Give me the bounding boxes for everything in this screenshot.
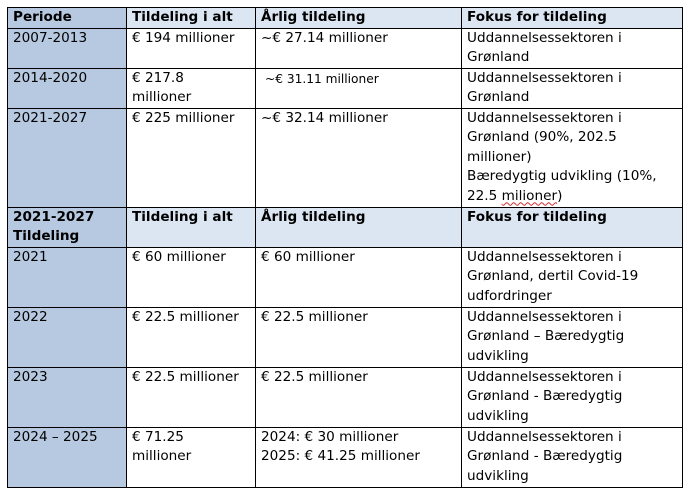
focus-line: Grønland - Bæredygtig [467,388,623,404]
focus-line: udfordringer [467,287,552,304]
allocation-table-container [7,7,682,488]
row-focus [462,28,683,68]
focus-line: Bæredygtig udvikling (10%, [467,168,657,184]
row-annual: ~€ 32.14 millioner [256,108,462,207]
table-row [8,68,683,108]
focus-line: Uddannelsessektoren i [467,308,622,325]
row-period: 2021-2027 [8,108,127,207]
row-annual [256,247,462,307]
subheader-periode [8,207,127,247]
annual-line: 2025: € 41.25 millioner [261,448,420,464]
table-row [8,307,683,367]
row-total: € 22.5 millioner [127,307,256,367]
row-focus [462,307,683,367]
table-row [8,108,683,207]
row-focus [462,68,683,108]
total-line: millioner [132,89,192,105]
annual-line: 2024: € 30 millioner [261,428,399,445]
row-focus [462,247,683,307]
total-line: € 71.25 [132,428,184,445]
row-period: 2022 [8,307,127,367]
row-period: 2021 [8,247,127,307]
row-period: 2024 – 2025 [8,427,127,487]
row-period: 2014-2020 [8,68,127,108]
focus-line: Grønland [467,49,530,65]
table-subheader-row [8,207,683,247]
focus-line: udvikling [467,407,529,424]
focus-line: Grønland, dertil Covid-19 [467,268,639,284]
total-line: € 217.8 [132,69,184,86]
focus-line: Uddannelsessektoren i [467,248,622,265]
focus-line: Uddannelsessektoren i [467,29,622,46]
subheader-total: Tildeling i alt [127,207,256,247]
focus-text: ) [557,187,563,204]
row-focus [462,108,683,207]
focus-line: Uddannelsessektoren i [467,428,622,445]
focus-line [467,187,678,207]
table-row [8,367,683,427]
row-annual [256,307,462,367]
row-annual [256,427,462,487]
row-total: € 60 millioner [127,247,256,307]
row-annual: ~€ 27.14 millioner [256,28,462,68]
header-total: Tildeling i alt [127,8,256,29]
total-line: millioner [132,448,192,464]
focus-line: Grønland – Bæredygtig [467,328,625,344]
subheader-line: 2021-2027 [13,208,95,225]
focus-line: Grønland - Bæredygtig [467,448,623,464]
table-row [8,247,683,307]
annual-line: € 22.5 millioner [261,368,368,385]
focus-line: millioner) [467,148,532,165]
subheader-line: Tildeling [13,228,80,244]
subheader-focus: Fokus for tildeling [462,207,683,247]
row-annual [256,68,462,108]
annual-line: € 22.5 millioner [261,308,368,325]
row-total: € 225 millioner [127,108,256,207]
focus-line: Grønland [467,89,530,105]
focus-text: 22.5 [467,187,502,204]
row-period: 2007-2013 [8,28,127,68]
row-total [127,68,256,108]
row-total: € 194 millioner [127,28,256,68]
annual-line: € 60 millioner [261,248,355,265]
focus-line: Uddannelsessektoren i [467,109,622,126]
focus-line: Grønland (90%, 202.5 [467,129,617,145]
row-focus [462,367,683,427]
spellcheck-word: milioner [501,187,558,204]
subheader-annual: Årlig tildeling [256,207,462,247]
table-row [8,427,683,487]
row-period: 2023 [8,367,127,427]
table-row [8,28,683,68]
row-total: € 22.5 millioner [127,367,256,427]
row-total [127,427,256,487]
row-focus [462,427,683,487]
table-header-row [8,8,683,29]
row-annual [256,367,462,427]
annual-value: ~€ 31.11 millioner [265,71,379,86]
focus-line: Uddannelsessektoren i [467,69,622,86]
allocation-table [7,7,683,488]
focus-line: udvikling [467,467,529,484]
header-focus: Fokus for tildeling [462,8,683,29]
focus-line: udvikling [467,347,529,364]
header-annual: Årlig tildeling [256,8,462,29]
header-periode: Periode [8,8,127,29]
focus-line: Uddannelsessektoren i [467,368,622,385]
